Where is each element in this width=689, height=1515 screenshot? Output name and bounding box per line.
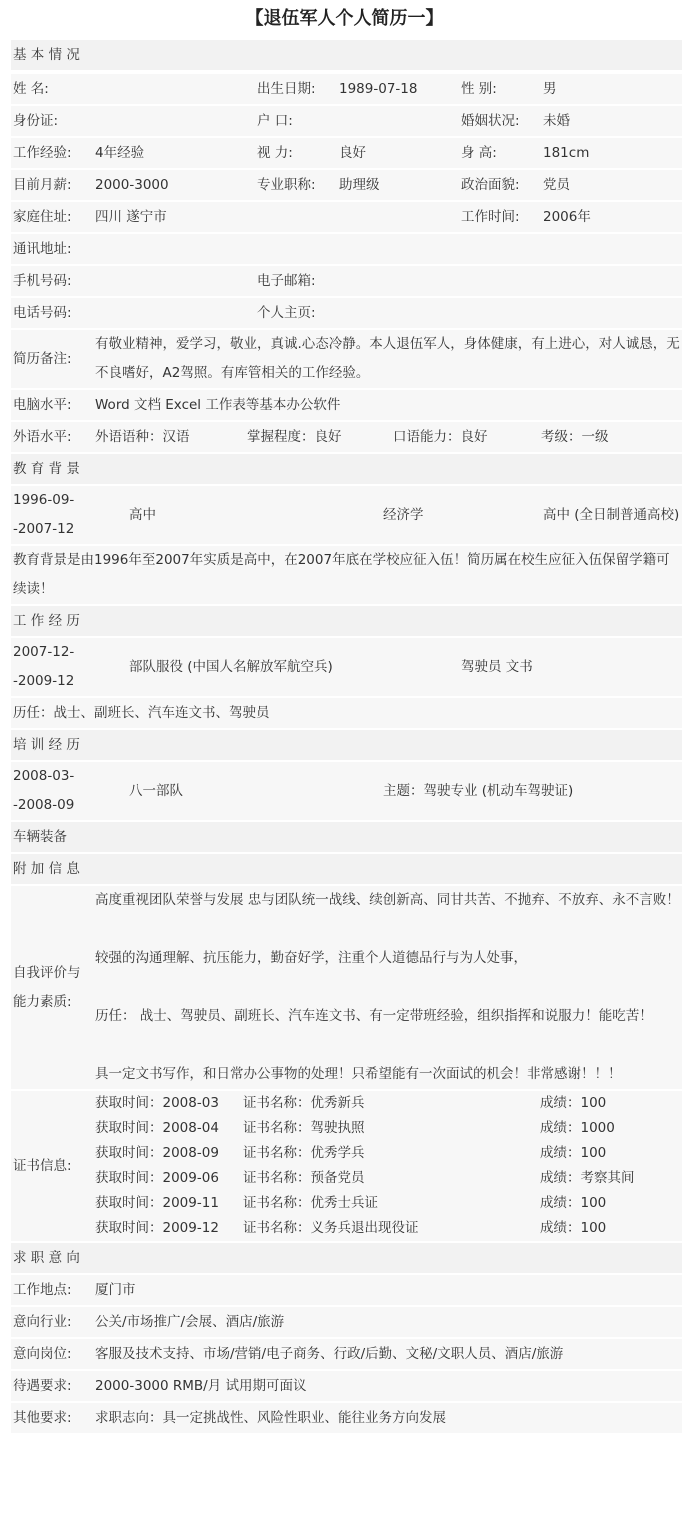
cert-score: 成绩：考察其间 xyxy=(540,1170,635,1186)
eval-p4: 具一定文书写作，和日常办公事物的处理！只希望能有一次面试的机会！非常感谢！！！ xyxy=(95,1066,622,1082)
cert-row xyxy=(95,1166,680,1191)
note-label: 简历备注: xyxy=(11,330,93,388)
cert-score: 成绩：100 xyxy=(540,1145,607,1161)
work-role: 驾驶员 文书 xyxy=(459,638,682,696)
home-value: 四川 遂宁市 xyxy=(93,202,459,232)
eval-p2: 较强的沟通理解、抗压能力，勤奋好学，注重个人道德品行与为人处事， xyxy=(95,950,527,966)
lang-grade: 考级：一级 xyxy=(541,429,609,445)
cert-time: 获取时间：2009-06 xyxy=(95,1170,219,1186)
cert-name: 证书名称：优秀士兵证 xyxy=(243,1195,378,1211)
gender-value: 男 xyxy=(541,74,682,104)
lang-row xyxy=(93,422,682,452)
eval-text xyxy=(93,886,682,1089)
cert-name: 证书名称：预备党员 xyxy=(243,1170,365,1186)
other-value: 求职志向：具一定挑战性、风险性职业、能往业务方向发展 xyxy=(93,1403,682,1433)
section-basic: 基 本 情 况 xyxy=(11,40,682,70)
cert-name: 证书名称：驾驶执照 xyxy=(243,1120,365,1136)
cert-time: 获取时间：2008-03 xyxy=(95,1095,219,1111)
address-value xyxy=(93,234,682,264)
cert-score: 成绩：100 xyxy=(540,1220,607,1236)
cert-name: 证书名称：义务兵退出现役证 xyxy=(243,1220,419,1236)
pay-value: 2000-3000 RMB/月 试用期可面议 xyxy=(93,1371,682,1401)
place-label: 工作地点: xyxy=(11,1275,93,1305)
industry-label: 意向行业: xyxy=(11,1307,93,1337)
cert-score: 成绩：100 xyxy=(540,1095,607,1111)
id-value xyxy=(93,106,255,136)
marital-label: 婚姻状况: xyxy=(459,106,541,136)
cert-score: 成绩：100 xyxy=(540,1195,607,1211)
pay-label: 待遇要求: xyxy=(11,1371,93,1401)
training-topic: 主题：驾驶专业 (机动车驾驶证) xyxy=(381,762,682,820)
other-label: 其他要求: xyxy=(11,1403,93,1433)
section-training: 培 训 经 历 xyxy=(11,730,682,760)
industry-value: 公关/市场推广/会展、酒店/旅游 xyxy=(93,1307,682,1337)
salary-value: 2000-3000 xyxy=(93,170,255,200)
hukou-value xyxy=(337,106,459,136)
cert-time: 获取时间：2008-04 xyxy=(95,1120,219,1136)
name-value xyxy=(93,74,255,104)
cert-row xyxy=(95,1191,680,1216)
homepage-value xyxy=(337,298,682,328)
cert-row xyxy=(95,1091,680,1116)
cert-time: 获取时间：2008-09 xyxy=(95,1145,219,1161)
exp-value: 4年经验 xyxy=(93,138,255,168)
email-label: 电子邮箱: xyxy=(255,266,337,296)
lang-type: 外语语种：汉语 xyxy=(95,429,190,445)
prof-title-value: 助理级 xyxy=(337,170,459,200)
section-work: 工 作 经 历 xyxy=(11,606,682,636)
training-org: 八一部队 xyxy=(127,762,381,820)
edu-note: 教育背景是由1996年至2007年实质是高中，在2007年底在学校应征入伍！简历属在校生应征入伍保留学籍可续读！ xyxy=(11,546,682,604)
phone-value xyxy=(93,298,255,328)
marital-value: 未婚 xyxy=(541,106,682,136)
political-label: 政治面貌: xyxy=(459,170,541,200)
section-extra: 附 加 信 息 xyxy=(11,854,682,884)
cert-name: 证书名称：优秀新兵 xyxy=(243,1095,365,1111)
cert-time: 获取时间：2009-11 xyxy=(95,1195,219,1211)
training-date: 2008-03--2008-09 xyxy=(11,762,127,820)
name-label: 姓 名: xyxy=(11,74,93,104)
email-value xyxy=(337,266,682,296)
exp-label: 工作经验: xyxy=(11,138,93,168)
edu-major: 经济学 xyxy=(381,486,541,544)
hukou-label: 户 口: xyxy=(255,106,337,136)
worktime-value: 2006年 xyxy=(541,202,682,232)
cert-name: 证书名称：优秀学兵 xyxy=(243,1145,365,1161)
height-value: 181cm xyxy=(541,138,682,168)
edu-degree: 高中 (全日制普通高校) xyxy=(541,486,682,544)
cert-list xyxy=(93,1091,682,1241)
vision-value: 良好 xyxy=(337,138,459,168)
lang-oral: 口语能力：良好 xyxy=(393,429,488,445)
homepage-label: 个人主页: xyxy=(255,298,337,328)
lang-level: 掌握程度：良好 xyxy=(247,429,342,445)
post-label: 意向岗位: xyxy=(11,1339,93,1369)
lang-label: 外语水平: xyxy=(11,422,93,452)
vision-label: 视 力: xyxy=(255,138,337,168)
birth-label: 出生日期: xyxy=(255,74,337,104)
cert-time: 获取时间：2009-12 xyxy=(95,1220,219,1236)
edu-date: 1996-09--2007-12 xyxy=(11,486,127,544)
eval-p1: 高度重视团队荣誉与发展 忠与团队统一战线、续创新高、同甘共苦、不抛弃、不放弃、永不言败！ xyxy=(95,892,680,908)
birth-value: 1989-07-18 xyxy=(337,74,459,104)
section-vehicle: 车辆装备 xyxy=(11,822,682,852)
mobile-label: 手机号码: xyxy=(11,266,93,296)
edu-school: 高中 xyxy=(127,486,381,544)
address-label: 通讯地址: xyxy=(11,234,93,264)
cert-label: 证书信息: xyxy=(11,1091,93,1241)
mobile-value xyxy=(93,266,255,296)
political-value: 党员 xyxy=(541,170,682,200)
work-note: 历任：战士、副班长、汽车连文书、驾驶员 xyxy=(11,698,682,728)
work-date: 2007-12--2009-12 xyxy=(11,638,127,696)
computer-value: Word 文档 Excel 工作表等基本办公软件 xyxy=(93,390,682,420)
cert-row xyxy=(95,1141,680,1166)
height-label: 身 高: xyxy=(459,138,541,168)
note-value: 有敬业精神，爱学习，敬业，真诚.心态冷静。本人退伍军人，身体健康，有上进心，对人诚恳，无不良嗜好，A2驾照。有库管相关的工作经验。 xyxy=(93,330,682,388)
work-org: 部队服役 (中国人名解放军航空兵) xyxy=(127,638,459,696)
section-education: 教 育 背 景 xyxy=(11,454,682,484)
resume-table xyxy=(11,38,682,1435)
post-value: 客服及技术支持、市场/营销/电子商务、行政/后勤、文秘/文职人员、酒店/旅游 xyxy=(93,1339,682,1369)
eval-p3: 历任： 战士、驾驶员、副班长、汽车连文书、有一定带班经验，组织指挥和说服力！能吃苦！ xyxy=(95,1008,653,1024)
cert-score: 成绩：1000 xyxy=(540,1120,615,1136)
section-intent: 求 职 意 向 xyxy=(11,1243,682,1273)
salary-label: 目前月薪: xyxy=(11,170,93,200)
place-value: 厦门市 xyxy=(93,1275,682,1305)
id-label: 身份证: xyxy=(11,106,93,136)
gender-label: 性 别: xyxy=(459,74,541,104)
worktime-label: 工作时间: xyxy=(459,202,541,232)
home-label: 家庭住址: xyxy=(11,202,93,232)
computer-label: 电脑水平: xyxy=(11,390,93,420)
phone-label: 电话号码: xyxy=(11,298,93,328)
cert-row xyxy=(95,1116,680,1141)
cert-row xyxy=(95,1216,680,1241)
prof-title-label: 专业职称: xyxy=(255,170,337,200)
page-title: 【退伍军人个人简历一】 xyxy=(245,8,444,29)
eval-label: 自我评价与能力素质: xyxy=(11,886,93,1089)
